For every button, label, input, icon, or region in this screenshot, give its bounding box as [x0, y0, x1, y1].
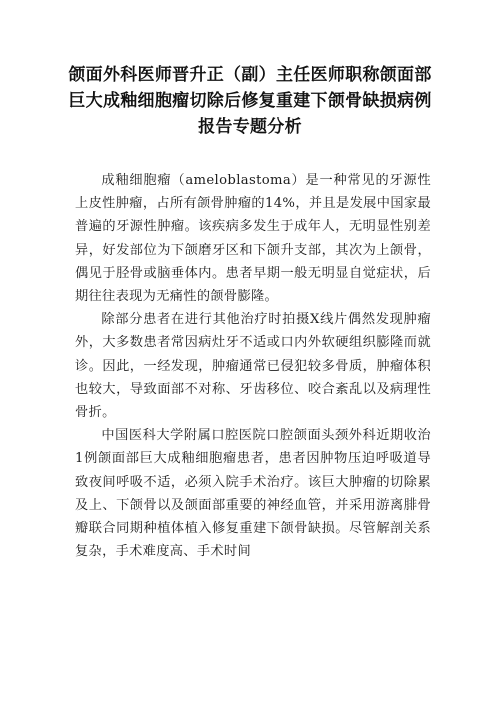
- body-paragraph: 除部分患者在进行其他治疗时拍摄X线片偶然发现肿瘤外，大多数患者常因病灶牙不适或口内外软硬组织膨隆而就诊。因此，一经发现，肿瘤通常已侵犯较多骨质，肿瘤体积也较大，导致面部不对称、牙齿移位、咬合紊乱以及病理性骨折。: [75, 312, 431, 421]
- body-paragraph: 成釉细胞瘤（ameloblastoma）是一种常见的牙源性上皮性肿瘤，占所有颌骨肿瘤的14%，并且是发展中国家最普遍的牙源性肿瘤。该疾病多发生于成年人，无明显性别差异，好发部位为下颌磨牙区和下颌升支部，其次为上颌骨，偶见于胫骨或脑垂体内。患者早期一般无明显自觉症状，后期往往表现为无痛性的颌骨膨隆。: [75, 173, 431, 305]
- body-paragraph: 中国医科大学附属口腔医院口腔颌面头颈外科近期收治1例颌面部巨大成釉细胞瘤患者，患者因肿物压迫呼吸道导致夜间呼吸不适，必须入院手术治疗。该巨大肿瘤的切除累及上、下颌骨以及颌面部重要的神经血管，并采用游离腓骨瓣联合同期种植体植入修复重建下颌骨缺损。尽管解剖关系复杂，手术难度高、手术时间: [75, 428, 431, 560]
- document-body: [75, 169, 431, 563]
- document-title: 颌面外科医师晋升正（副）主任医师职称颌面部巨大成釉细胞瘤切除后修复重建下颌骨缺损病例报告专题分析: [68, 65, 432, 137]
